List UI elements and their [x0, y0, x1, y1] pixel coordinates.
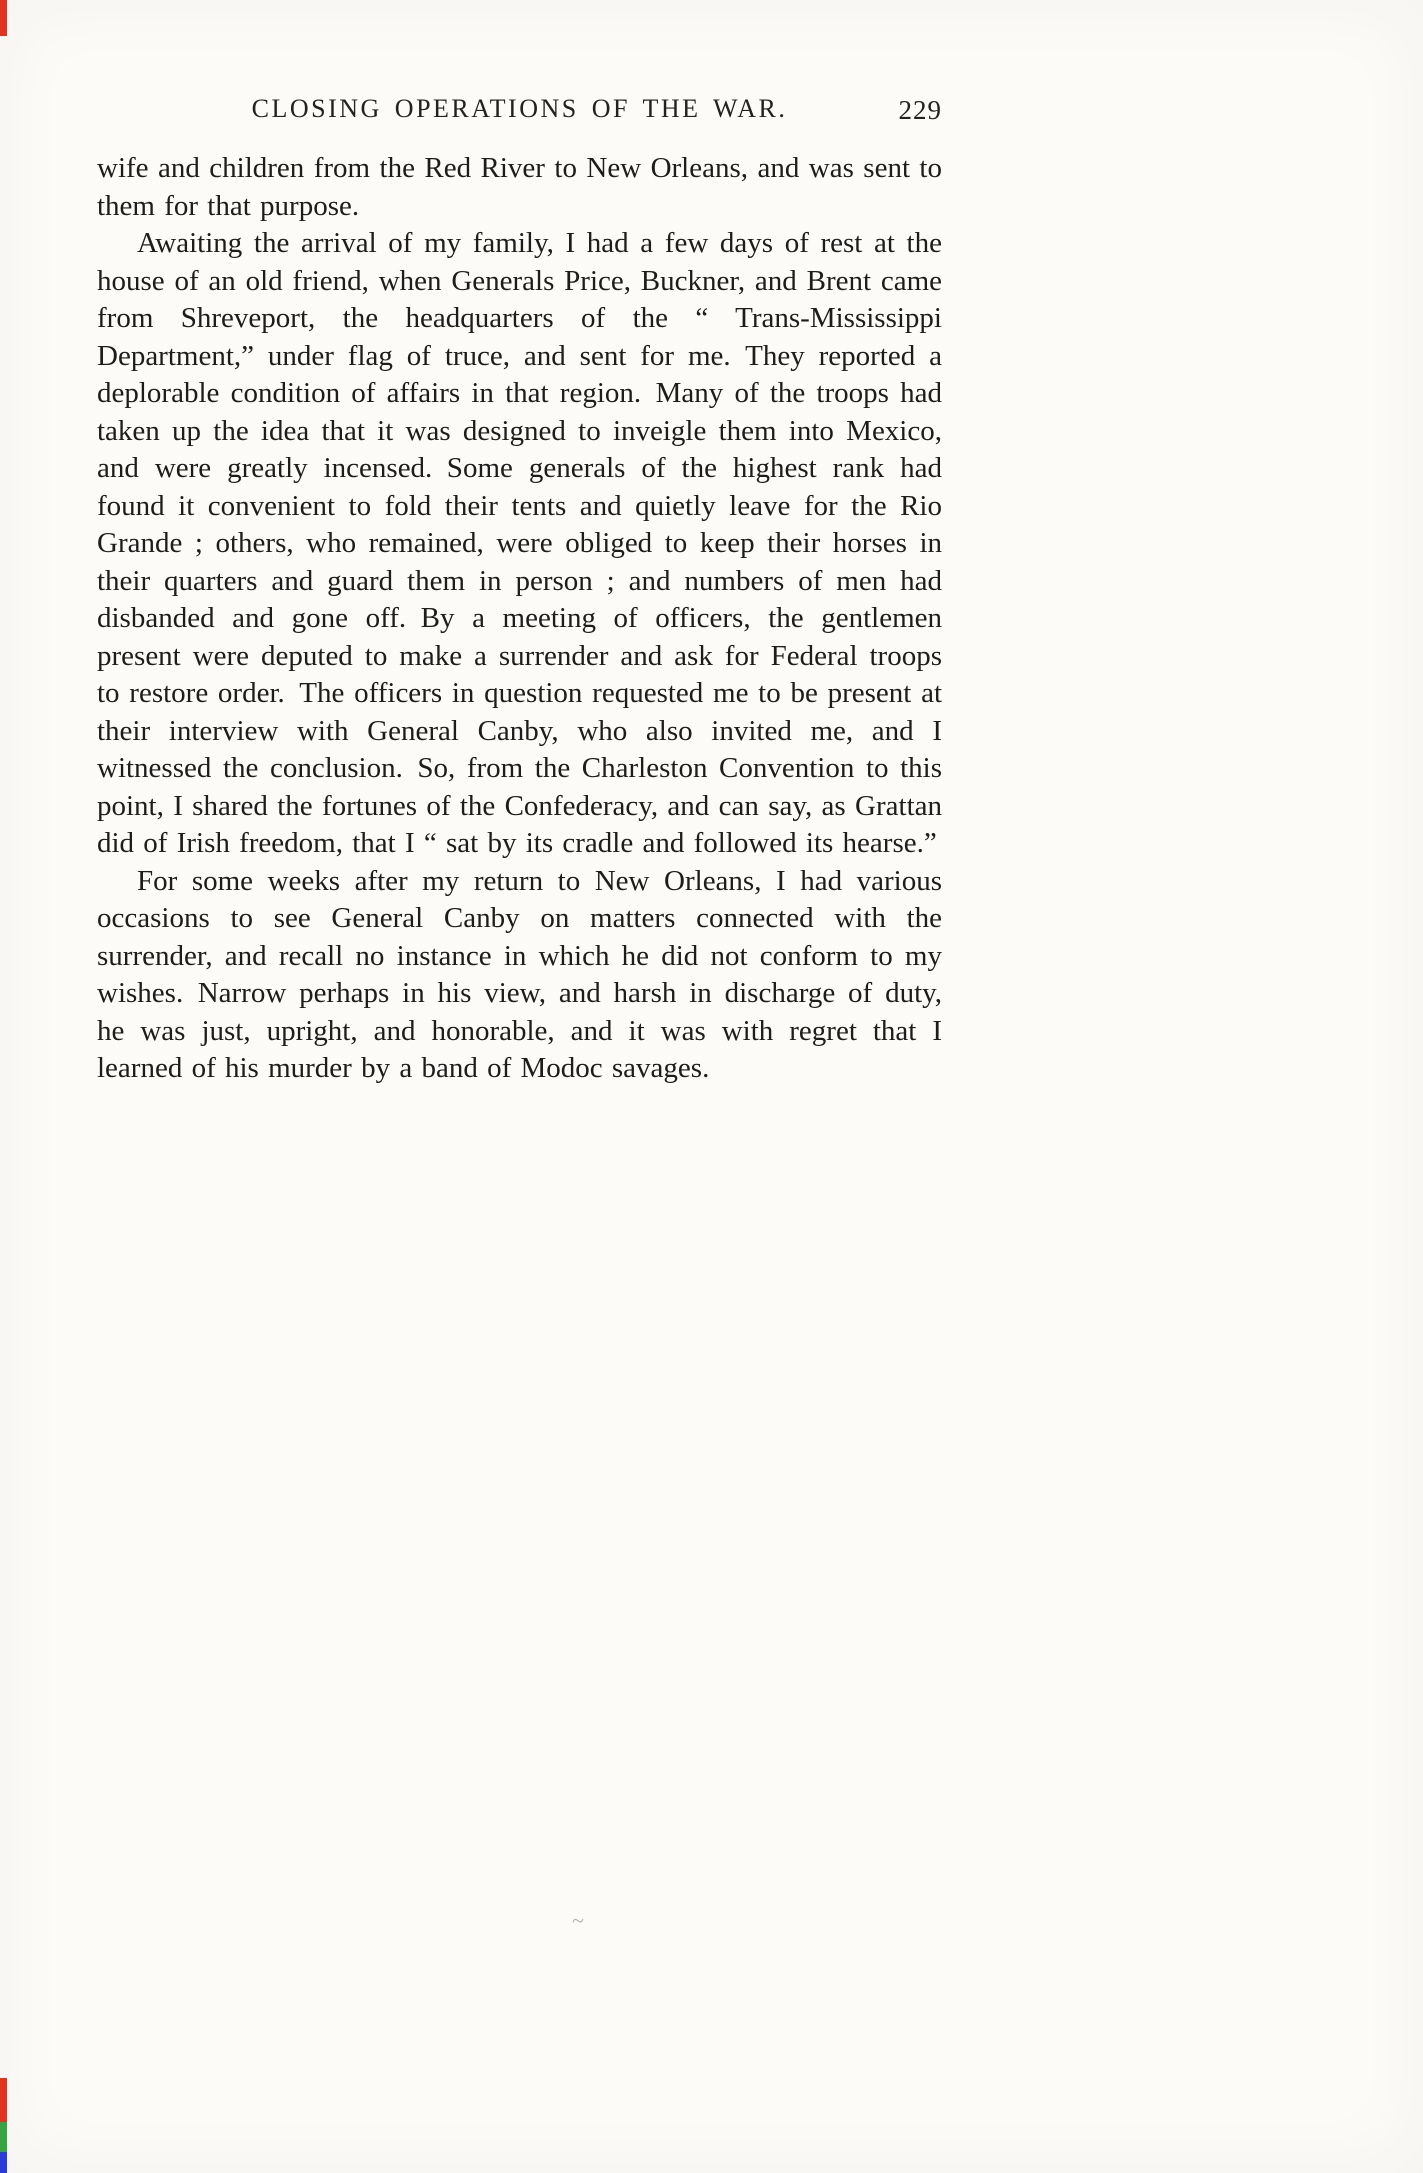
stray-scan-mark: ~ [572, 1908, 584, 1933]
body-text [97, 150, 942, 1088]
page-header [97, 94, 942, 134]
scan-edge-mark-red-bottom [0, 2078, 7, 2122]
page-number: 229 [898, 95, 942, 125]
scan-edge-mark-green-bottom [0, 2122, 7, 2152]
scan-edge-mark-red-top [0, 0, 7, 36]
paragraph-some-weeks: For some weeks after my return to New Orleans, I had various occasions to see General Canby on matters connected with the surrender, and recall no instance in which he did not conform to my wishes. Narrow perhaps in his view, and harsh in discharge of duty, he was just, upright, and honorable, and it was with regret that I learned of his murder by a band of Modoc savages. [97, 864, 942, 1084]
scan-edge-mark-blue-bottom [0, 2152, 7, 2173]
paragraph-awaiting-arrival: Awaiting the arrival of my family, I had a few days of rest at the house of an old friend, when Generals Price, Buckner, and Brent came from Shreveport, the headquarters of the “ Trans-Mississippi Department,” under flag of truce, and sent for me. They reported a deplorable condition of affairs in that region. Many of the troops had taken up the idea that it was designed to inveigle them into Mexico, and were greatly incensed. Some generals of the highest rank had found it convenient to fold their tents and quietly leave for the Rio Grande ; others, who remained, were obliged to keep their horses in their quarters and guard them in person ; and numbers of men had disbanded and gone off. By a meeting of officers, the gentlemen present were deputed to make a surrender and ask for Federal troops to restore order. The officers in question requested me to be present at their interview with General Canby, who also invited me, and I witnessed the conclusion. So, from the Charleston Convention to this point, I shared the fortunes of the Confederacy, and can say, as Grattan did of Irish freedom, that I “ sat by its cradle and followed its hearse.” [97, 227, 942, 859]
paragraph-continued: wife and children from the Red River to New Orleans, and was sent to them for that purpose. [97, 152, 942, 222]
running-header-title: CLOSING OPERATIONS OF THE WAR. [251, 94, 788, 123]
